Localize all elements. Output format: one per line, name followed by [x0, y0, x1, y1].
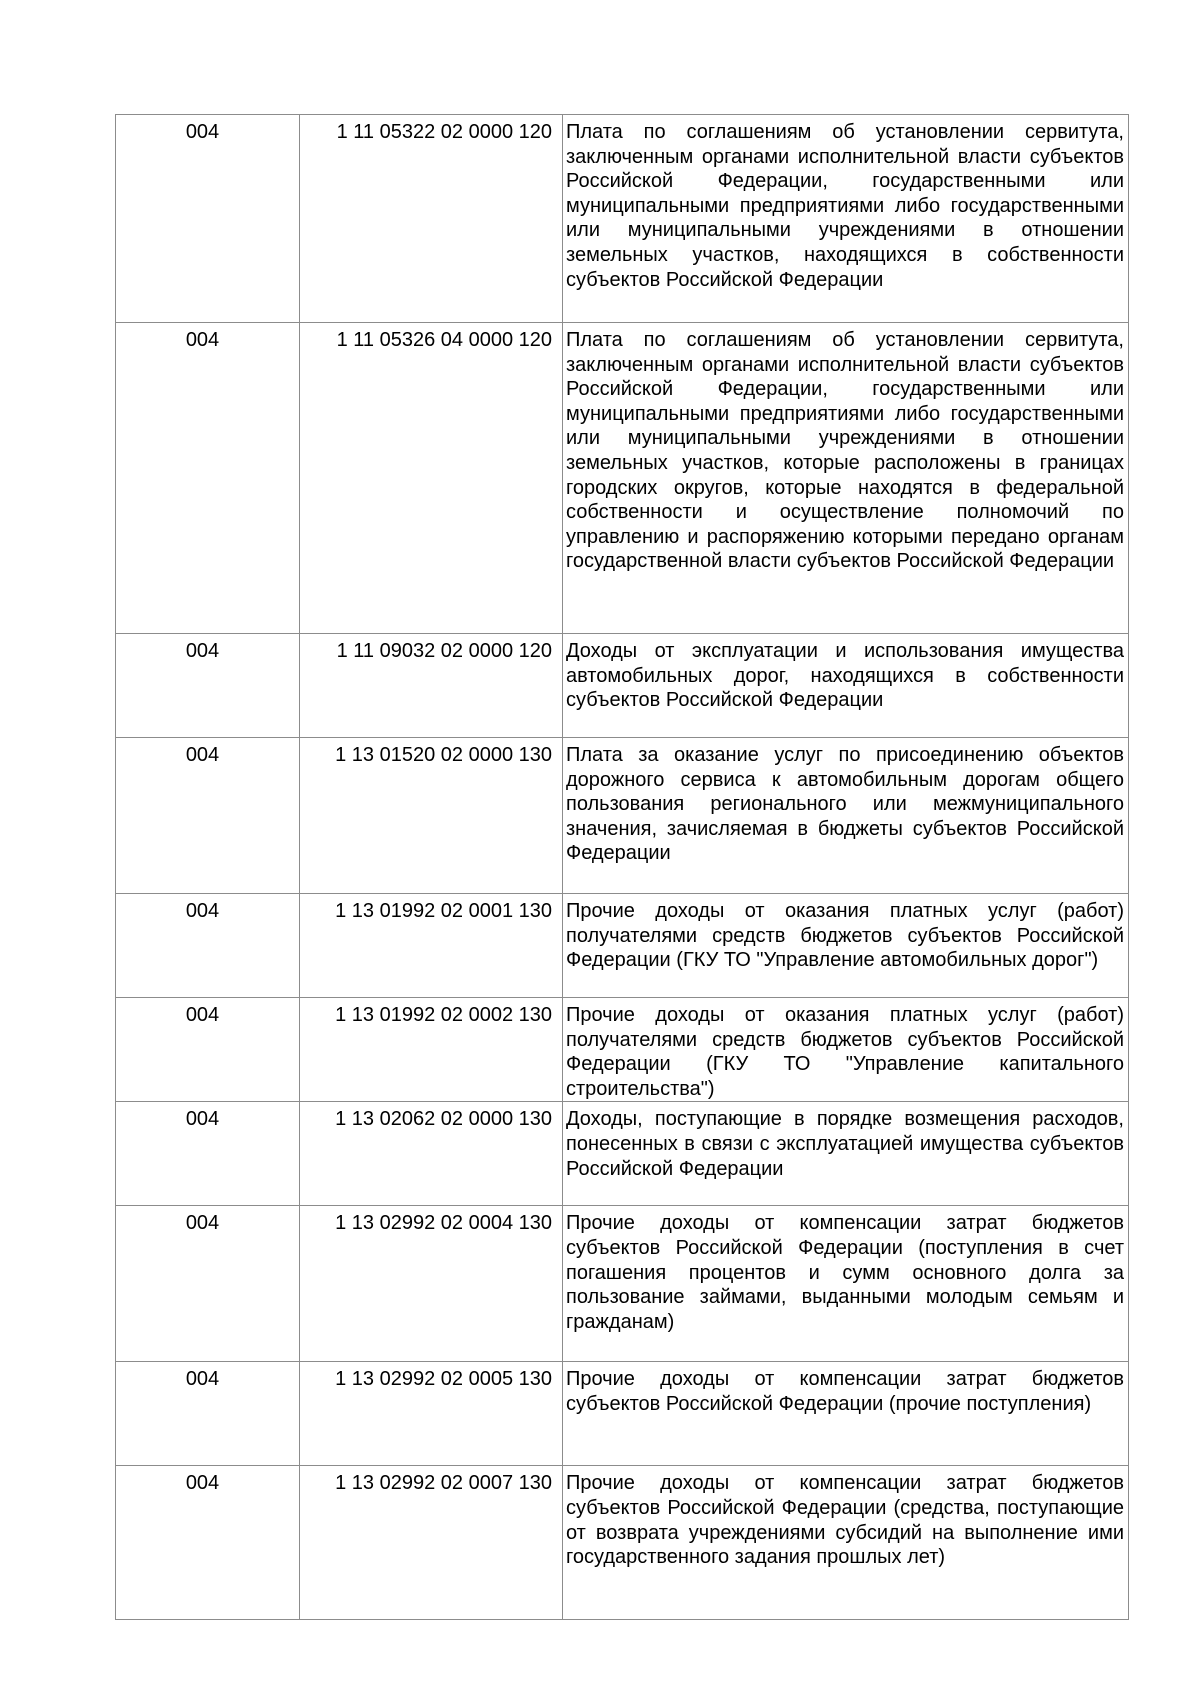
- admin-code-cell: [116, 894, 300, 998]
- description-cell: [563, 115, 1129, 323]
- income-description: Прочие доходы от компенсации затрат бюджетов субъектов Российской Федерации (средства, поступающие от возврата учреждениями субсидий на выполнение ими государственного задания прошлых лет): [566, 1472, 1124, 1569]
- budget-classification-code: 1 13 02992 02 0005 130: [335, 1368, 552, 1391]
- budget-code-cell: [300, 738, 563, 894]
- description-cell: [563, 894, 1129, 998]
- admin-code: 004: [185, 1368, 220, 1391]
- admin-code: 004: [185, 900, 220, 922]
- table-row: [116, 1102, 1129, 1206]
- budget-code-cell: [300, 1206, 563, 1362]
- income-description: Плата за оказание услуг по присоединению объектов дорожного сервиса к автомобильным дорогам общего пользования регионального или межмуниципального значения, зачисляемая в бюджеты субъектов Российской Федерации: [566, 744, 1124, 865]
- income-description: Доходы, поступающие в порядке возмещения расходов, понесенных в связи с эксплуатацией имущества субъектов Российской Федерации: [566, 1108, 1124, 1180]
- table-row: [116, 1466, 1129, 1620]
- admin-code: 004: [185, 744, 220, 766]
- admin-code-cell: [116, 998, 300, 1102]
- description-cell: [563, 634, 1129, 738]
- admin-code: 004: [185, 1108, 220, 1131]
- budget-classification-code: 1 13 02992 02 0007 130: [335, 1472, 552, 1495]
- income-description: Прочие доходы от компенсации затрат бюджетов субъектов Российской Федерации (поступления в счет погашения процентов и сумм основного долга за пользование займами, выданными молодым семьям и гражданам): [566, 1212, 1124, 1333]
- table-row: [116, 1362, 1129, 1466]
- description-cell: [563, 1362, 1129, 1466]
- admin-code-cell: [116, 115, 300, 323]
- income-description: Плата по соглашениям об установлении сервитута, заключенным органами исполнительной власти субъектов Российской Федерации, государственными или муниципальными предприятиями либо государственными или муниципальными учреждениями в отношении земельных участков, находящихся в собственности субъектов Российской Федерации: [566, 121, 1124, 291]
- budget-classification-code: 1 13 01992 02 0001 130: [335, 900, 552, 922]
- budget-classification-code: 1 11 05326 04 0000 120: [336, 329, 552, 351]
- table-row: [116, 323, 1129, 634]
- income-description: Плата по соглашениям об установлении сервитута, заключенным органами исполнительной власти субъектов Российской Федерации, государственными или муниципальными предприятиями либо государственными или муниципальными учреждениями в отношении земельных участков, которые расположены в границах городских округов, которые находятся в федеральной собственности и осуществление полномочий по управлению и распоряжению которыми передано органам государственной власти субъектов Российской Федерации: [566, 329, 1124, 573]
- admin-code-cell: [116, 1206, 300, 1362]
- budget-code-cell: [300, 1362, 563, 1466]
- budget-classification-code: 1 13 02062 02 0000 130: [335, 1108, 552, 1131]
- table-row: [116, 1206, 1129, 1362]
- budget-classification-code: 1 11 09032 02 0000 120: [336, 640, 552, 662]
- admin-code-cell: [116, 1362, 300, 1466]
- description-cell: [563, 1466, 1129, 1620]
- income-description: Прочие доходы от компенсации затрат бюджетов субъектов Российской Федерации (прочие поступления): [566, 1368, 1124, 1415]
- revenue-codes-table: [115, 114, 1129, 1620]
- table-row: [116, 894, 1129, 998]
- budget-code-cell: [300, 634, 563, 738]
- description-cell: [563, 738, 1129, 894]
- description-cell: [563, 323, 1129, 634]
- admin-code: 004: [185, 1472, 220, 1495]
- description-cell: [563, 1206, 1129, 1362]
- admin-code: 004: [185, 121, 220, 143]
- budget-classification-code: 1 11 05322 02 0000 120: [336, 121, 552, 143]
- budget-classification-code: 1 13 01992 02 0002 130: [335, 1004, 552, 1026]
- table-row: [116, 115, 1129, 323]
- table-row: [116, 738, 1129, 894]
- admin-code: 004: [185, 1212, 220, 1235]
- admin-code-cell: [116, 1466, 300, 1620]
- admin-code: 004: [185, 640, 220, 662]
- admin-code-cell: [116, 1102, 300, 1206]
- admin-code: 004: [185, 1004, 220, 1026]
- budget-classification-code: 1 13 01520 02 0000 130: [335, 744, 552, 766]
- budget-code-cell: [300, 115, 563, 323]
- description-cell: [563, 1102, 1129, 1206]
- budget-code-cell: [300, 1466, 563, 1620]
- admin-code-cell: [116, 634, 300, 738]
- budget-code-cell: [300, 998, 563, 1102]
- budget-code-cell: [300, 894, 563, 998]
- budget-code-cell: [300, 323, 563, 634]
- table-row: [116, 634, 1129, 738]
- admin-code-cell: [116, 323, 300, 634]
- income-description: Доходы от эксплуатации и использования имущества автомобильных дорог, находящихся в собственности субъектов Российской Федерации: [566, 640, 1124, 712]
- table-row: [116, 998, 1129, 1102]
- admin-code: 004: [185, 329, 220, 351]
- income-description: Прочие доходы от оказания платных услуг (работ) получателями средств бюджетов субъектов Российской Федерации (ГКУ ТО "Управление автомобильных дорог"): [566, 900, 1124, 972]
- income-description: Прочие доходы от оказания платных услуг (работ) получателями средств бюджетов субъектов Российской Федерации (ГКУ ТО "Управление капитального строительства"): [566, 1004, 1124, 1100]
- admin-code-cell: [116, 738, 300, 894]
- budget-code-cell: [300, 1102, 563, 1206]
- budget-classification-code: 1 13 02992 02 0004 130: [335, 1212, 552, 1235]
- description-cell: [563, 998, 1129, 1102]
